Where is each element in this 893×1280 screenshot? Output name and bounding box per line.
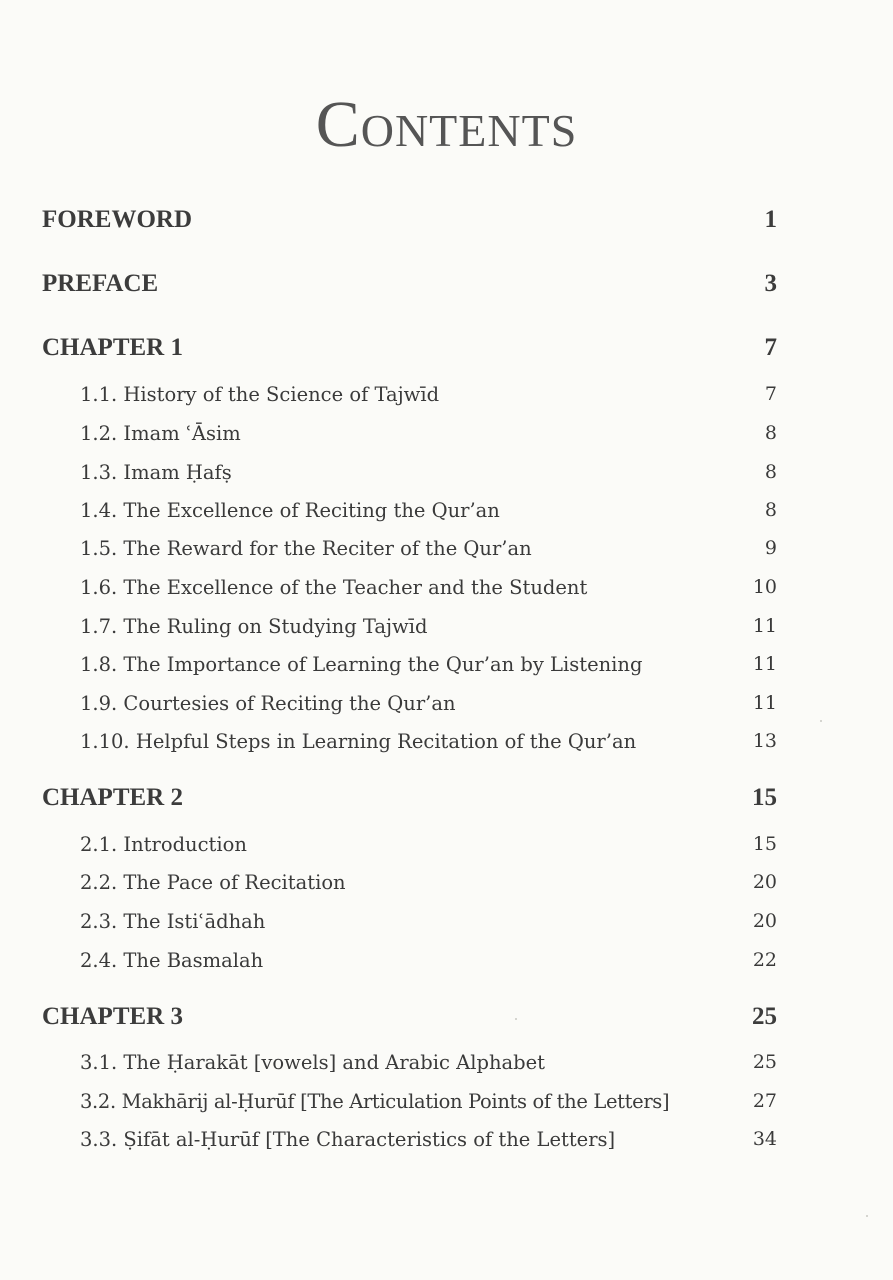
toc-entry-chapter-3[interactable] [0, 1003, 893, 1037]
toc-entry-page: 20 [752, 910, 777, 932]
toc-entry-1-2[interactable] [0, 422, 893, 456]
toc-entry-1-6[interactable] [0, 576, 893, 610]
toc-entry-label: 1.8. The Importance of Learning the Qur’an by Listening [80, 653, 643, 676]
toc-entry-page: 25 [752, 1003, 777, 1030]
toc-entry-page: 8 [764, 422, 777, 444]
toc-entry-page: 20 [752, 871, 777, 893]
toc-entry-chapter-2[interactable] [0, 784, 893, 818]
scan-speck [820, 720, 822, 722]
toc-entry-label: 1.10. Helpful Steps in Learning Recitation of the Qur’an [80, 730, 637, 753]
toc-entry-page: 7 [764, 334, 777, 361]
toc-entry-page: 3 [764, 270, 777, 297]
toc-entry-label: 1.5. The Reward for the Reciter of the Qur’an [80, 537, 532, 560]
toc-entry-label: 1.4. The Excellence of Reciting the Qur’an [80, 499, 500, 522]
toc-entry-page: 7 [764, 383, 777, 405]
toc-entry-label: 1.1. History of the Science of Tajwīd [80, 383, 440, 406]
scan-speck [515, 1018, 517, 1020]
toc-entry-1-3[interactable] [0, 461, 893, 495]
toc-entry-page: 11 [752, 653, 777, 675]
toc-entry-label: 3.2. Makhārij al-Ḥurūf [The Articulation Points of the Letters] [80, 1090, 670, 1113]
toc-entry-label: CHAPTER 2 [42, 784, 183, 811]
toc-entry-label: 2.4. The Basmalah [80, 949, 264, 972]
toc-entry-3-3[interactable] [0, 1128, 893, 1162]
toc-entry-page: 10 [752, 576, 777, 598]
toc-entry-2-2[interactable] [0, 871, 893, 905]
toc-entry-1-4[interactable] [0, 499, 893, 533]
scan-speck [866, 1215, 868, 1217]
toc-entry-1-9[interactable] [0, 692, 893, 726]
toc-entry-label: CHAPTER 1 [42, 334, 183, 361]
toc-entry-label: 2.3. The Istiʿādhah [80, 910, 266, 933]
toc-entry-page: 1 [764, 206, 777, 233]
toc-entry-page: 25 [752, 1051, 777, 1073]
toc-entry-page: 8 [764, 499, 777, 521]
toc-entry-page: 15 [752, 784, 777, 811]
toc-entry-page: 13 [752, 730, 777, 752]
toc-entry-foreword[interactable] [0, 206, 893, 240]
toc-entry-2-3[interactable] [0, 910, 893, 944]
toc-entry-1-5[interactable] [0, 537, 893, 571]
toc-entry-label: 1.6. The Excellence of the Teacher and the Student [80, 576, 588, 599]
toc-entry-page: 34 [752, 1128, 777, 1150]
toc-entry-page: 9 [764, 537, 777, 559]
toc-entry-label: CHAPTER 3 [42, 1003, 183, 1030]
toc-entry-label: 1.7. The Ruling on Studying Tajwīd [80, 615, 428, 638]
toc-entry-label: 1.9. Courtesies of Reciting the Qur’an [80, 692, 456, 715]
toc-entry-1-1[interactable] [0, 383, 893, 417]
toc-entry-preface[interactable] [0, 270, 893, 304]
toc-entry-2-4[interactable] [0, 949, 893, 983]
toc-entry-label: 2.1. Introduction [80, 833, 247, 856]
toc-entry-page: 11 [752, 615, 777, 637]
toc-entry-3-2[interactable] [0, 1090, 893, 1124]
toc-entry-page: 27 [752, 1090, 777, 1112]
toc-entry-label: 3.3. Ṣifāt al-Ḥurūf [The Characteristics of the Letters] [80, 1128, 616, 1151]
toc-entry-label: 1.3. Imam Ḥafṣ [80, 461, 232, 484]
toc-entry-label: 2.2. The Pace of Recitation [80, 871, 346, 894]
page-title: Contents [315, 88, 578, 161]
toc-entry-3-1[interactable] [0, 1051, 893, 1085]
toc-entry-1-8[interactable] [0, 653, 893, 687]
toc-entry-page: 8 [764, 461, 777, 483]
toc-entry-label: 1.2. Imam ʿĀsim [80, 422, 241, 445]
toc-entry-label: FOREWORD [42, 206, 192, 233]
toc-entry-page: 15 [752, 833, 777, 855]
toc-entry-1-10[interactable] [0, 730, 893, 764]
toc-entry-1-7[interactable] [0, 615, 893, 649]
toc-entry-label: 3.1. The Ḥarakāt [vowels] and Arabic Alphabet [80, 1051, 545, 1074]
toc-entry-2-1[interactable] [0, 833, 893, 867]
toc-entry-chapter-1[interactable] [0, 334, 893, 368]
toc-entry-label: PREFACE [42, 270, 159, 297]
toc-entry-page: 11 [752, 692, 777, 714]
toc-entry-page: 22 [752, 949, 777, 971]
